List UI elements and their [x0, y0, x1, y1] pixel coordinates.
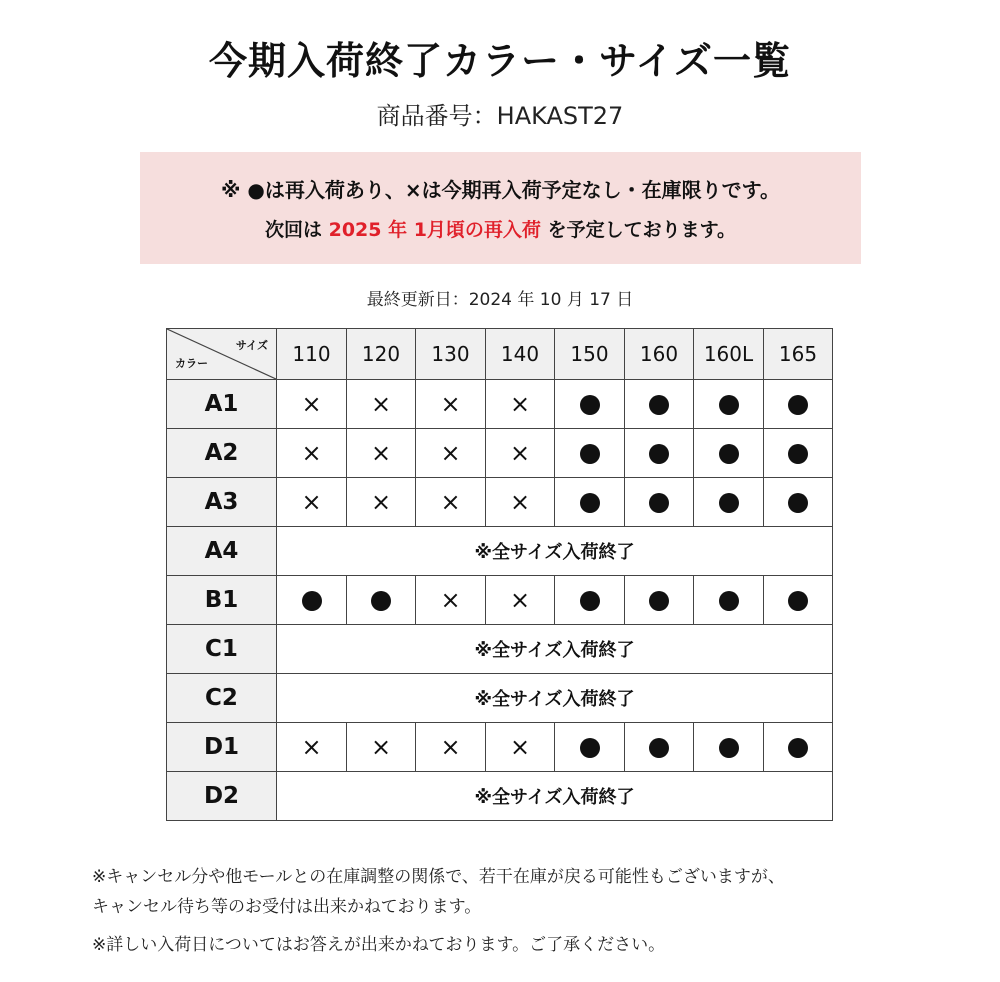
no-restock-cross-icon: ×	[509, 439, 531, 467]
table-row	[167, 576, 833, 625]
restock-dot-icon	[580, 444, 600, 464]
notice-schedule	[140, 215, 861, 242]
no-restock-cell	[416, 576, 486, 625]
notice-schedule-suffix: を予定しております。	[547, 219, 737, 241]
no-restock-cell	[347, 478, 416, 527]
footer-note-1-line-2: キャンセル待ち等のお受付は出来かねております。	[92, 897, 482, 917]
table-row	[167, 674, 833, 723]
restock-cell	[764, 380, 833, 429]
restock-dot-icon	[649, 738, 669, 758]
all-sizes-ended-cell: ※全サイズ入荷終了	[277, 527, 833, 576]
no-restock-cross-icon: ×	[301, 439, 322, 467]
corner-cell	[167, 329, 277, 380]
last-updated: 最終更新日：2024 年 10 月 17 日	[366, 290, 634, 310]
size-header-row	[167, 329, 833, 380]
restock-cell	[347, 576, 416, 625]
no-restock-cell	[416, 429, 486, 478]
no-restock-cross-icon: ×	[370, 439, 392, 467]
size-header-160L: 160L	[694, 329, 764, 380]
restock-cell	[625, 429, 694, 478]
no-restock-cell	[416, 723, 486, 772]
no-restock-cell	[486, 723, 555, 772]
no-restock-cross-icon: ×	[440, 733, 461, 761]
restock-cell	[694, 478, 764, 527]
corner-size-label: サイズ	[235, 339, 268, 352]
no-restock-cross-icon: ×	[301, 733, 322, 761]
restock-cell	[555, 723, 625, 772]
restock-cell	[764, 429, 833, 478]
no-restock-cell	[416, 380, 486, 429]
size-header-130: 130	[416, 329, 486, 380]
restock-dot-icon	[788, 738, 808, 758]
restock-dot-icon	[302, 591, 322, 611]
no-restock-cross-icon: ×	[509, 733, 531, 761]
restock-dot-icon	[788, 493, 808, 513]
color-label: B1	[167, 576, 277, 625]
no-restock-cross-icon: ×	[301, 390, 322, 418]
color-label: D1	[167, 723, 277, 772]
no-restock-cross-icon: ×	[509, 488, 531, 516]
no-restock-cross-icon: ×	[509, 390, 531, 418]
no-restock-cross-icon: ×	[440, 439, 461, 467]
restock-cell	[277, 576, 347, 625]
restock-dot-icon	[719, 395, 739, 415]
size-header-160: 160	[625, 329, 694, 380]
color-label: D2	[167, 772, 277, 821]
no-restock-cell	[486, 478, 555, 527]
no-restock-cell	[347, 723, 416, 772]
no-restock-cell	[486, 576, 555, 625]
restock-cell	[555, 380, 625, 429]
no-restock-cross-icon: ×	[301, 488, 322, 516]
restock-dot-icon	[580, 493, 600, 513]
restock-cell	[694, 723, 764, 772]
restock-cell	[764, 576, 833, 625]
restock-dot-icon	[719, 738, 739, 758]
notice-schedule-prefix: 次回は	[264, 219, 322, 241]
restock-cell	[625, 723, 694, 772]
restock-cell	[625, 380, 694, 429]
restock-cell	[625, 478, 694, 527]
restock-dot-icon	[719, 591, 739, 611]
no-restock-cross-icon: ×	[370, 488, 392, 516]
restock-dot-icon	[788, 591, 808, 611]
no-restock-cross-icon: ×	[370, 390, 392, 418]
no-restock-cell	[277, 429, 347, 478]
restock-dot-icon	[649, 444, 669, 464]
all-sizes-ended-cell: ※全サイズ入荷終了	[277, 625, 833, 674]
footer-note-1-line-1: ※キャンセル分や他モールとの在庫調整の関係で、若干在庫が戻る可能性もございますが、	[92, 867, 785, 887]
restock-dot-icon	[580, 738, 600, 758]
size-header-120: 120	[347, 329, 416, 380]
color-label: A1	[167, 380, 277, 429]
restock-cell	[764, 478, 833, 527]
restock-cell	[764, 723, 833, 772]
restock-cell	[555, 576, 625, 625]
color-label: A4	[167, 527, 277, 576]
size-header-150: 150	[555, 329, 625, 380]
table-row	[167, 380, 833, 429]
table-row	[167, 772, 833, 821]
restock-dot-icon	[719, 444, 739, 464]
footer-note-2: ※詳しい入荷日についてはお答えが出来かねております。ご了承ください。	[92, 935, 666, 955]
color-label: A3	[167, 478, 277, 527]
no-restock-cell	[277, 380, 347, 429]
no-restock-cross-icon: ×	[440, 488, 461, 516]
no-restock-cross-icon: ×	[509, 586, 531, 614]
restock-dot-icon	[649, 395, 669, 415]
notice-schedule-highlight: 2025 年 1月頃の再入荷	[328, 219, 541, 241]
table-row	[167, 625, 833, 674]
no-restock-cell	[486, 429, 555, 478]
no-restock-cell	[277, 723, 347, 772]
size-header-140: 140	[486, 329, 555, 380]
table-row	[167, 723, 833, 772]
restock-cell	[555, 429, 625, 478]
all-sizes-ended-cell: ※全サイズ入荷終了	[277, 772, 833, 821]
no-restock-cell	[347, 380, 416, 429]
no-restock-cell	[277, 478, 347, 527]
page-title: 今期入荷終了カラー・サイズ一覧	[209, 39, 791, 83]
table-row	[167, 478, 833, 527]
restock-cell	[625, 576, 694, 625]
no-restock-cell	[416, 478, 486, 527]
no-restock-cross-icon: ×	[440, 390, 461, 418]
restock-dot-icon	[649, 493, 669, 513]
stock-table	[166, 328, 833, 821]
restock-cell	[694, 576, 764, 625]
restock-dot-icon	[580, 395, 600, 415]
restock-cell	[555, 478, 625, 527]
color-label: C1	[167, 625, 277, 674]
restock-cell	[694, 429, 764, 478]
restock-dot-icon	[719, 493, 739, 513]
restock-dot-icon	[371, 591, 391, 611]
notice-legend: ※ ●は再入荷あり、×は今期再入荷予定なし・在庫限りです。	[220, 178, 780, 202]
no-restock-cell	[486, 380, 555, 429]
restock-dot-icon	[649, 591, 669, 611]
corner-color-label: カラー	[175, 357, 208, 370]
restock-dot-icon	[788, 444, 808, 464]
size-header-165: 165	[764, 329, 833, 380]
color-label: A2	[167, 429, 277, 478]
no-restock-cell	[347, 429, 416, 478]
color-label: C2	[167, 674, 277, 723]
stock-table-body	[167, 380, 833, 821]
product-number: 商品番号：HAKAST27	[376, 102, 624, 130]
table-row	[167, 429, 833, 478]
no-restock-cross-icon: ×	[370, 733, 392, 761]
no-restock-cross-icon: ×	[440, 586, 461, 614]
restock-dot-icon	[580, 591, 600, 611]
size-header-110: 110	[277, 329, 347, 380]
all-sizes-ended-cell: ※全サイズ入荷終了	[277, 674, 833, 723]
restock-notice	[140, 152, 861, 264]
restock-cell	[694, 380, 764, 429]
restock-dot-icon	[788, 395, 808, 415]
table-row	[167, 527, 833, 576]
